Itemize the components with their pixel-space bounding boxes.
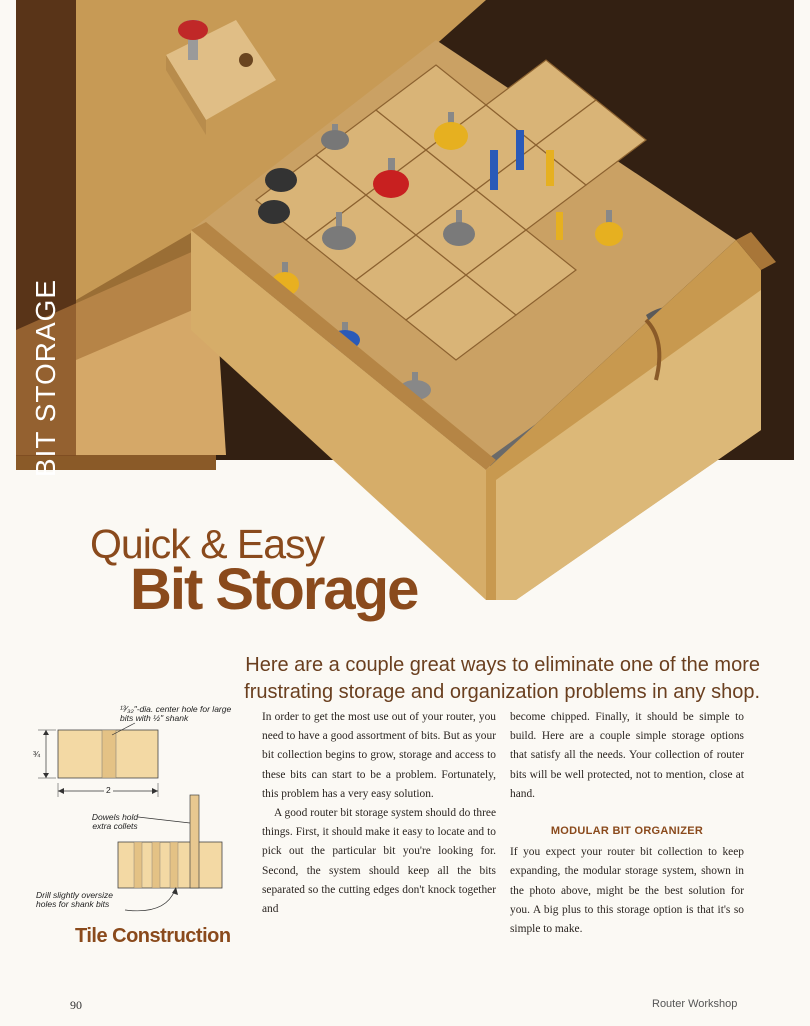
drawer-photo (16, 0, 794, 600)
figure-callout-dowels: Dowels hold extra collets (91, 812, 139, 831)
publication-name: Router Workshop (652, 998, 738, 1010)
title-line-2: Bit Storage (130, 557, 418, 622)
figure-callout-center-hole: ¹³⁄₃₂"-dia. center hole for large bits with ½" shank (120, 704, 232, 723)
body-column-1 (262, 708, 496, 919)
figure-callout-drill: Drill slightly oversize holes for shank bits (36, 890, 113, 909)
title-line-1: Quick & Easy (90, 521, 325, 567)
page-number: 90 (70, 998, 82, 1012)
paragraph: A good router bit storage system should do three things. First, it should make it easy to locate and to pick out the particular bit you're looking for. Second, the system should keep all the bits separated so the cutting edges don't knock together and (262, 807, 496, 916)
section-tab-label: BIT STORAGE (30, 278, 61, 478)
section-heading: MODULAR BIT ORGANIZER (550, 825, 704, 838)
paragraph: If you expect your router bit collection to keep expanding, the modular storage system, shown in the photo above, might be the best solution for you. A big plus to this storage option is that it's so simple to make. (510, 846, 744, 936)
paragraph: become chipped. Finally, it should be simple to build. Here are a couple simple storage options that satisfy all the needs. Your collection of router bits will be well protected, not to mention, close at hand. (510, 711, 744, 800)
section-tab (16, 0, 76, 478)
body-column-2 (510, 708, 744, 939)
paragraph: In order to get the most use out of your router, you need to have a good assortment of bits. But as your bit collection begins to grow, storage and access to these bits can start to be a problem. Fortunately, this problem has a very easy solution. (262, 711, 496, 800)
tile-construction-figure (30, 705, 240, 955)
figure-dim-width: 2 (106, 785, 111, 795)
figure-dim-height: ¾ (33, 749, 41, 759)
figure-title: Tile Construction (75, 925, 231, 947)
subtitle: Here are a couple great ways to eliminate one of the more frustrating storage and organization problems in any shop. (244, 654, 760, 703)
